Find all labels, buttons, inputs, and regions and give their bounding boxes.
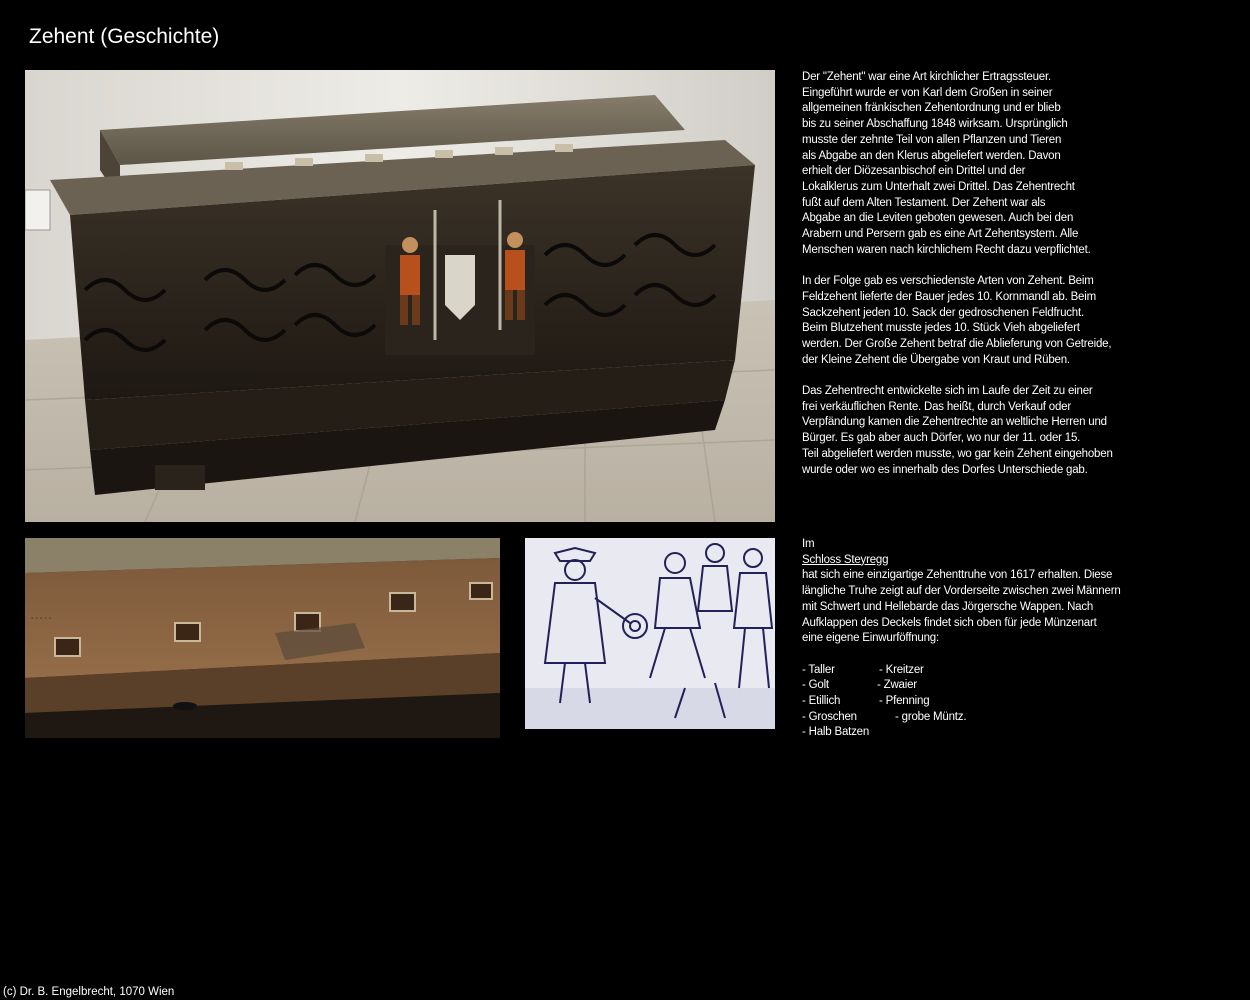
svg-text:·····: ·····	[30, 611, 53, 627]
coin-name: - grobe Müntz.	[895, 710, 967, 723]
text-line: fußt auf dem Alten Testament. Der Zehent war als	[802, 196, 1046, 209]
paragraph-history	[802, 70, 1222, 258]
paragraph-types	[802, 274, 1222, 368]
text-line: hat sich eine einzigartige Zehenttruhe von 1617 erhalten. Diese	[802, 569, 1113, 582]
coin-row	[802, 678, 1222, 694]
coin-name: - Zwaier	[877, 679, 917, 692]
steyregg-text	[802, 537, 1222, 741]
steyregg-intro: Im	[802, 538, 815, 550]
text-line: eine eigene Einwurföffnung:	[802, 632, 939, 645]
text-line: Verpfändung kamen die Zehentrechte an weltliche Herren und	[802, 416, 1107, 429]
coin-slots-photo	[25, 538, 500, 738]
text-line: Bürger. Es gab aber auch Dörfer, wo nur der 11. oder 15.	[802, 432, 1081, 445]
text-line: Teil abgeliefert werden musste, wo gar kein Zehent eingehoben	[802, 447, 1113, 460]
text-line: bis zu seiner Abschaffung 1848 wirksam. Ursprünglich	[802, 118, 1068, 131]
text-line: In der Folge gab es verschiedenste Arten von Zehent. Beim	[802, 275, 1094, 288]
coin-name: - Groschen	[802, 710, 857, 723]
tithe-chest-photo	[25, 70, 775, 522]
article-text	[802, 70, 1222, 494]
text-line: erhielt der Diözesanbischof ein Drittel und der	[802, 165, 1026, 178]
text-line: Das Zehentrecht entwickelte sich im Laufe der Zeit zu einer	[802, 385, 1093, 398]
text-line: wurde oder wo es innerhalb des Dorfes Unterschiede gab.	[802, 463, 1088, 476]
text-line: Beim Blutzehent musste jedes 10. Stück Vieh abgeliefert	[802, 322, 1080, 335]
coin-name: - Golt	[802, 679, 829, 692]
steyregg-description	[802, 568, 1222, 647]
text-line: Aufklappen des Deckels findet sich oben für jede Münzenart	[802, 616, 1097, 629]
text-line: Eingeführt wurde er von Karl dem Großen in seiner	[802, 86, 1053, 99]
coin-name: - Halb Batzen	[802, 726, 870, 739]
text-line: Sackzehent jeden 10. Sack der gedroschenen Feldfrucht.	[802, 306, 1084, 319]
text-line: als Abgabe an den Klerus abgeliefert werden. Davon	[802, 149, 1061, 162]
text-line: der Kleine Zehent die Übergabe von Kraut und Rüben.	[802, 353, 1070, 366]
coin-name: - Kreitzer	[879, 663, 924, 676]
coin-list	[802, 663, 1222, 741]
coin-name: - Etillich	[802, 694, 841, 707]
paragraph-rent	[802, 384, 1222, 478]
page-title: Zehent (Geschichte)	[29, 25, 220, 48]
woodcut-illustration	[525, 538, 775, 729]
copyright-footer: (c) Dr. B. Engelbrecht, 1070 Wien	[3, 986, 175, 998]
text-line: allgemeinen fränkischen Zehentordnung und er blieb	[802, 102, 1061, 115]
text-line: Lokalklerus zum Unterhalt zwei Drittel. Das Zehentrecht	[802, 180, 1075, 193]
text-line: Der "Zehent" war eine Art kirchlicher Ertragssteuer.	[802, 71, 1051, 83]
text-line: frei verkäuflichen Rente. Das heißt, durch Verkauf oder	[802, 400, 1071, 413]
text-line: Abgabe an die Leviten geboten gewesen. Auch bei den	[802, 212, 1074, 225]
coin-row	[802, 663, 1222, 679]
coin-name: - Pfenning	[879, 694, 930, 707]
schloss-steyregg-link[interactable]: Schloss Steyregg	[802, 553, 889, 566]
text-line: längliche Truhe zeigt auf der Vorderseite zwischen zwei Männern	[802, 585, 1121, 598]
text-line: werden. Der Große Zehent betraf die Ablieferung von Getreide,	[802, 337, 1112, 350]
text-line: Menschen waren nach kirchlichem Recht dazu verpflichtet.	[802, 243, 1091, 256]
text-line: musste der zehnte Teil von allen Pflanzen und Tieren	[802, 133, 1062, 146]
coin-name: - Taller	[802, 663, 835, 676]
coin-row	[802, 710, 1222, 726]
coin-row	[802, 725, 1222, 741]
text-line: mit Schwert und Hellebarde das Jörgersche Wappen. Nach	[802, 600, 1094, 613]
coin-row	[802, 694, 1222, 710]
text-line: Arabern und Persern gab es eine Art Zehentsystem. Alle	[802, 228, 1079, 241]
text-line: Feldzehent lieferte der Bauer jedes 10. Kornmandl ab. Beim	[802, 290, 1096, 303]
